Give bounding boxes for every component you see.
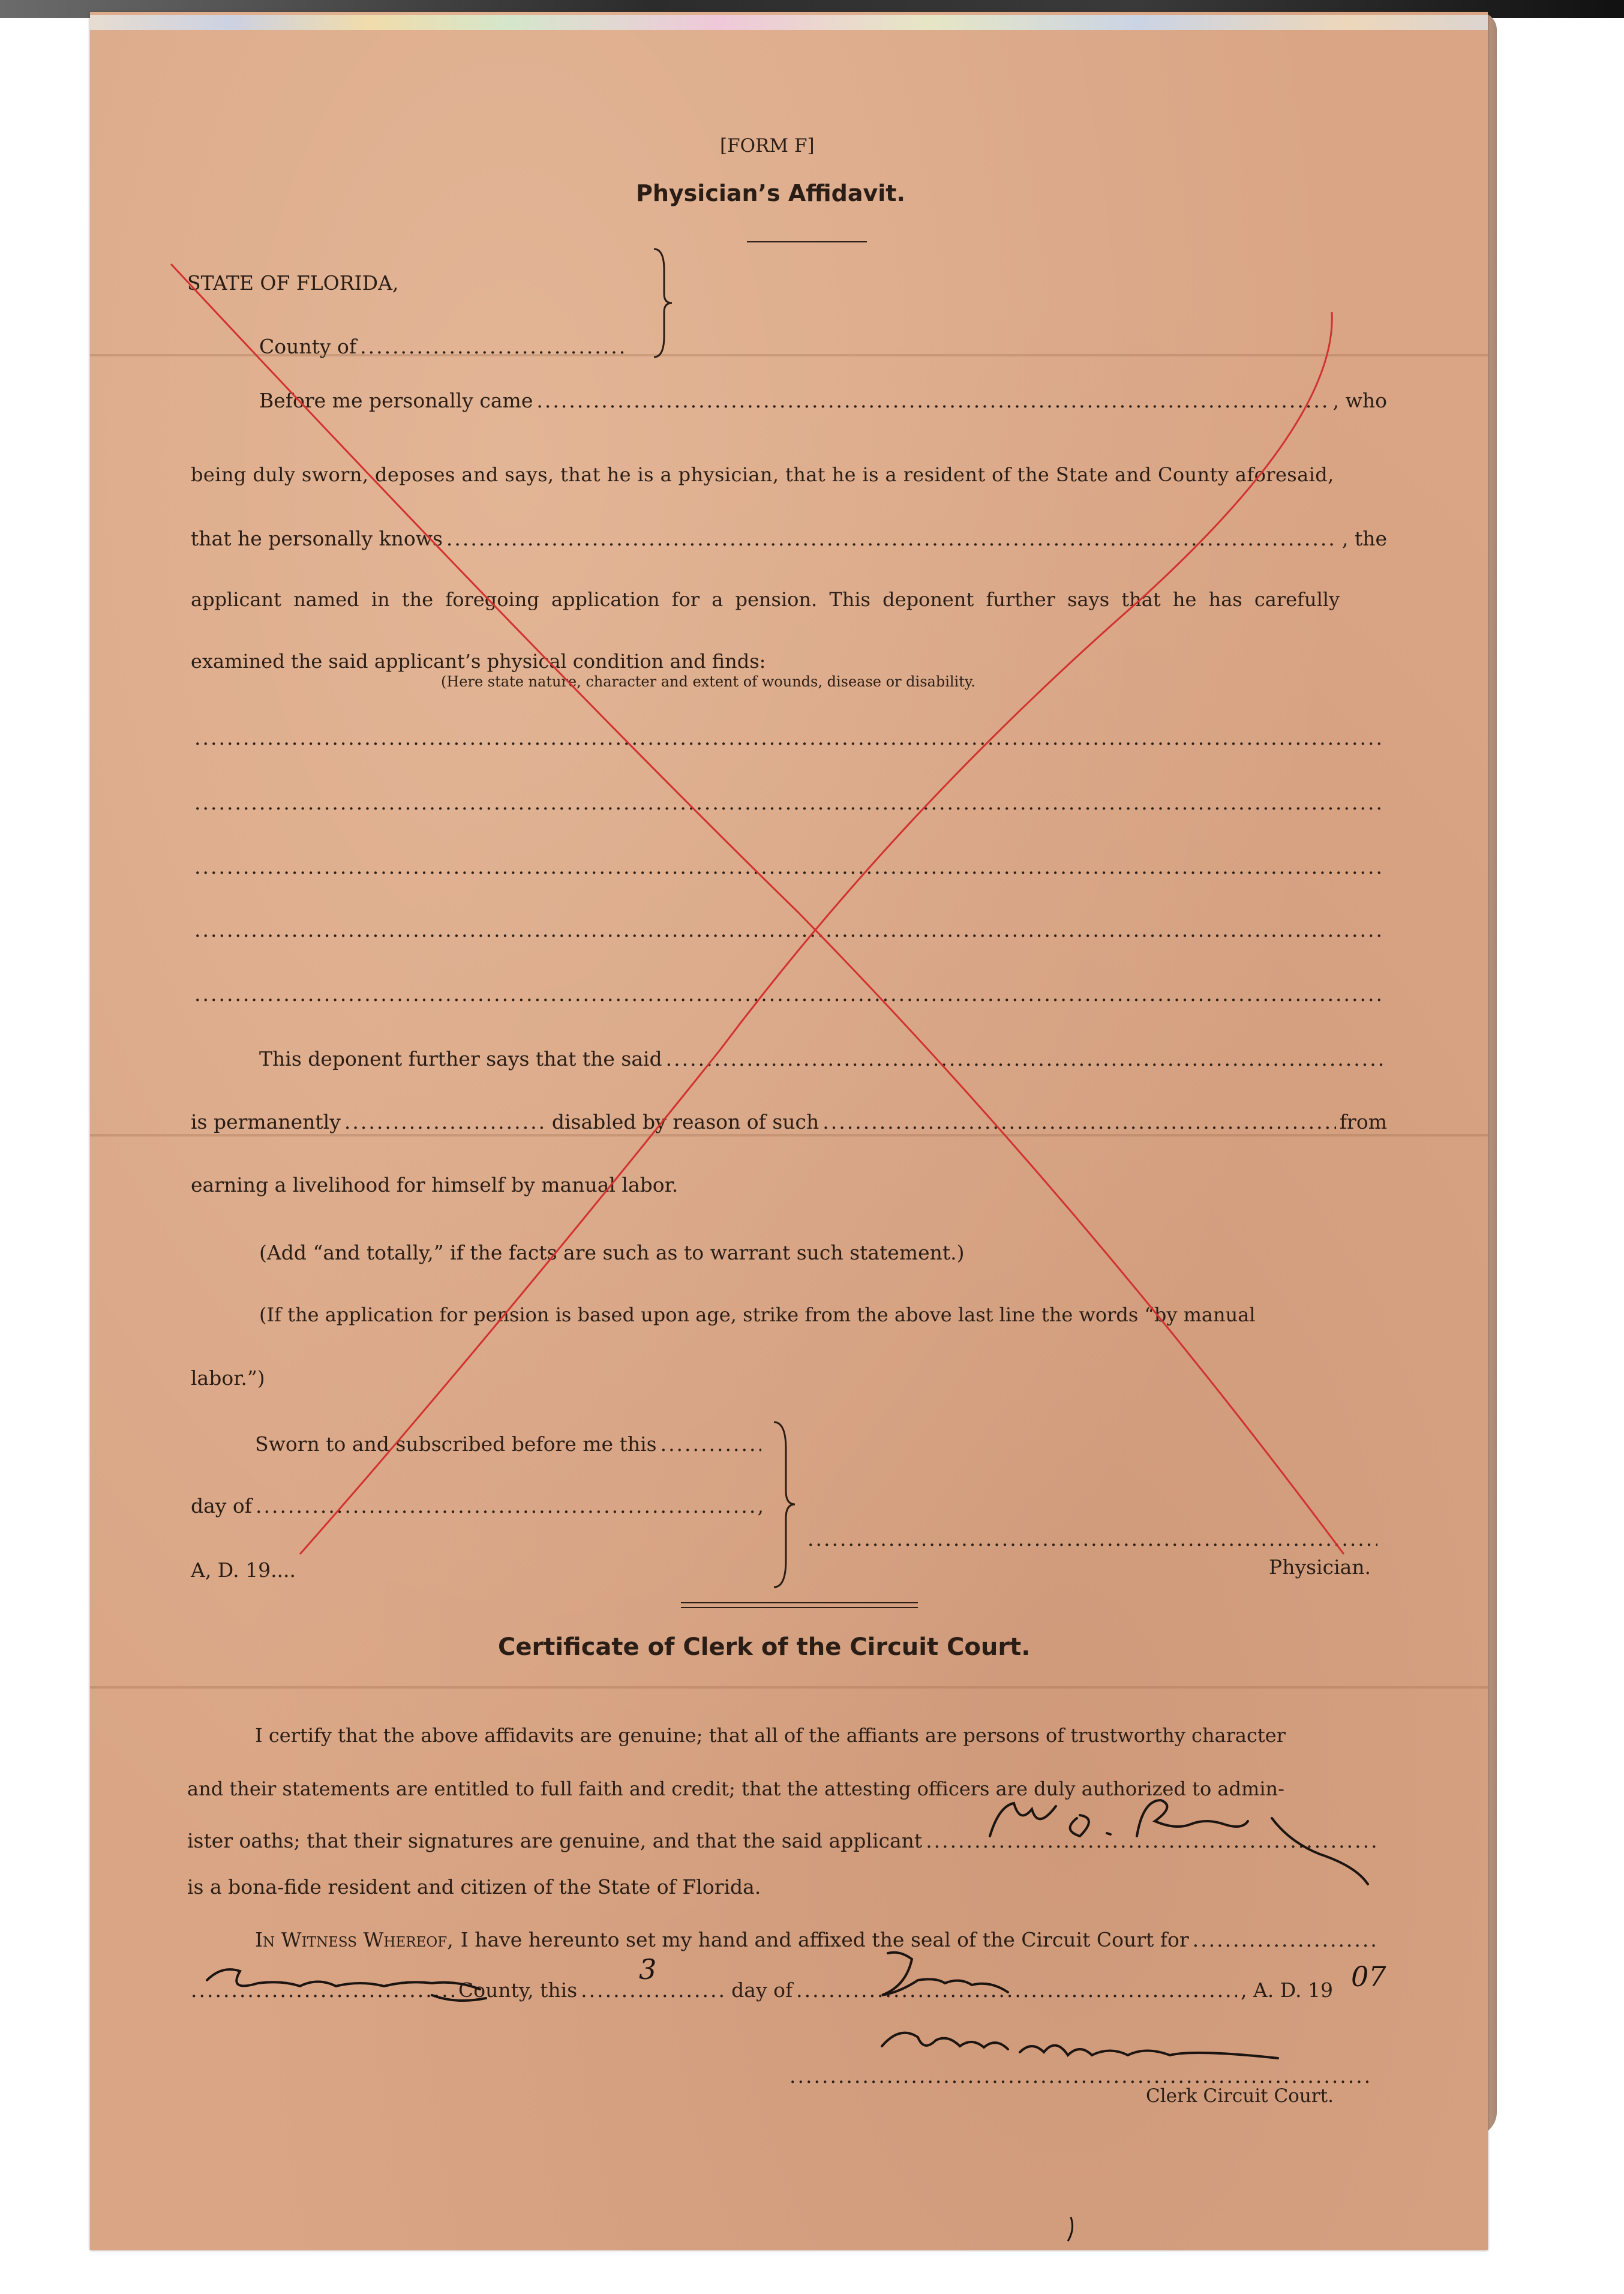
body-line-2: being duly sworn, deposes and says, that he is a physician, that he is a resident of the State and County aforesaid, <box>191 463 1334 486</box>
handwritten-year-text: 07 <box>1351 1960 1386 1993</box>
county-label: County of <box>259 335 357 358</box>
certificate-title: Certificate of Clerk of the Circuit Court. <box>498 1633 1031 1661</box>
from-text: from <box>1339 1110 1387 1133</box>
physician-label: Physician. <box>1269 1555 1371 1579</box>
before-me-text: Before me personally came <box>259 389 533 412</box>
red-cross-stroke <box>300 312 1332 1554</box>
further-says-text: This deponent further says that the said <box>259 1047 662 1070</box>
state-label: STATE OF FLORIDA, <box>187 271 399 295</box>
handwritten-applicant <box>990 1800 1368 1884</box>
handwritten-year <box>1351 1960 1386 1993</box>
handwritten-county <box>207 1969 486 2001</box>
who-text: , who <box>1332 389 1387 412</box>
certificate-line-4: is a bona-fide resident and citizen of the State of Florida. <box>187 1875 761 1899</box>
instruction-note: (Here state nature, character and extent of wounds, disease or disability. <box>441 673 975 690</box>
certificate-line-2: and their statements are entitled to full faith and credit; that the attesting officers are duly authorized to admin- <box>187 1777 1284 1800</box>
stray-mark <box>1068 2217 1073 2241</box>
note-age-line1: (If the application for pension is based upon age, strike from the above last line the words “by manual <box>259 1303 1256 1326</box>
comma-text: , <box>757 1494 764 1518</box>
witness-text: I have hereunto set my hand and affixed the seal of the Circuit Court for <box>460 1928 1189 1951</box>
handwritten-day <box>639 1953 656 1986</box>
red-cross-stroke <box>171 264 1344 1554</box>
body-line-5: examined the said applicant’s physical condition and finds: <box>191 650 766 673</box>
permanently-text: is permanently <box>191 1110 341 1133</box>
clerk-label: Clerk Circuit Court. <box>1146 2085 1334 2107</box>
day-of-text: day of <box>191 1494 253 1518</box>
the-text: , the <box>1341 527 1387 550</box>
note-and-totally: (Add “and totally,” if the facts are such as to warrant such statement.) <box>259 1241 965 1264</box>
day-of-text: day of <box>731 1978 793 2002</box>
note-age-line2: labor.”) <box>191 1366 265 1390</box>
clerk-signature <box>882 2033 1278 2058</box>
page-title: Physician’s Affidavit. <box>636 180 905 206</box>
witness-smallcaps: In Witness Whereof, <box>255 1928 454 1951</box>
county-this-text: County, this <box>458 1978 578 2002</box>
form-label: [FORM F] <box>720 135 815 157</box>
applicant-text: ister oaths; that their signatures are genuine, and that the said applicant <box>187 1829 923 1852</box>
disabled-text: disabled by reason of such <box>551 1110 819 1133</box>
body-line-4: applicant named in the foregoing application for a pension. This deponent further says that he has carefully <box>191 588 1340 611</box>
ad-line: A, D. 19.... <box>191 1558 296 1582</box>
handwritten-day-text: 3 <box>639 1953 657 1986</box>
knows-text: that he personally knows <box>191 527 443 550</box>
ad-text: , A. D. 19 <box>1240 1978 1333 2002</box>
sworn-text: Sworn to and subscribed before me this <box>255 1432 657 1456</box>
handwritten-month <box>882 1953 1008 1995</box>
certificate-line-1: I certify that the above affidavits are genuine; that all of the affiants are persons of trustworthy character <box>255 1724 1286 1747</box>
earning-line: earning a livelihood for himself by manual labor. <box>191 1173 679 1197</box>
